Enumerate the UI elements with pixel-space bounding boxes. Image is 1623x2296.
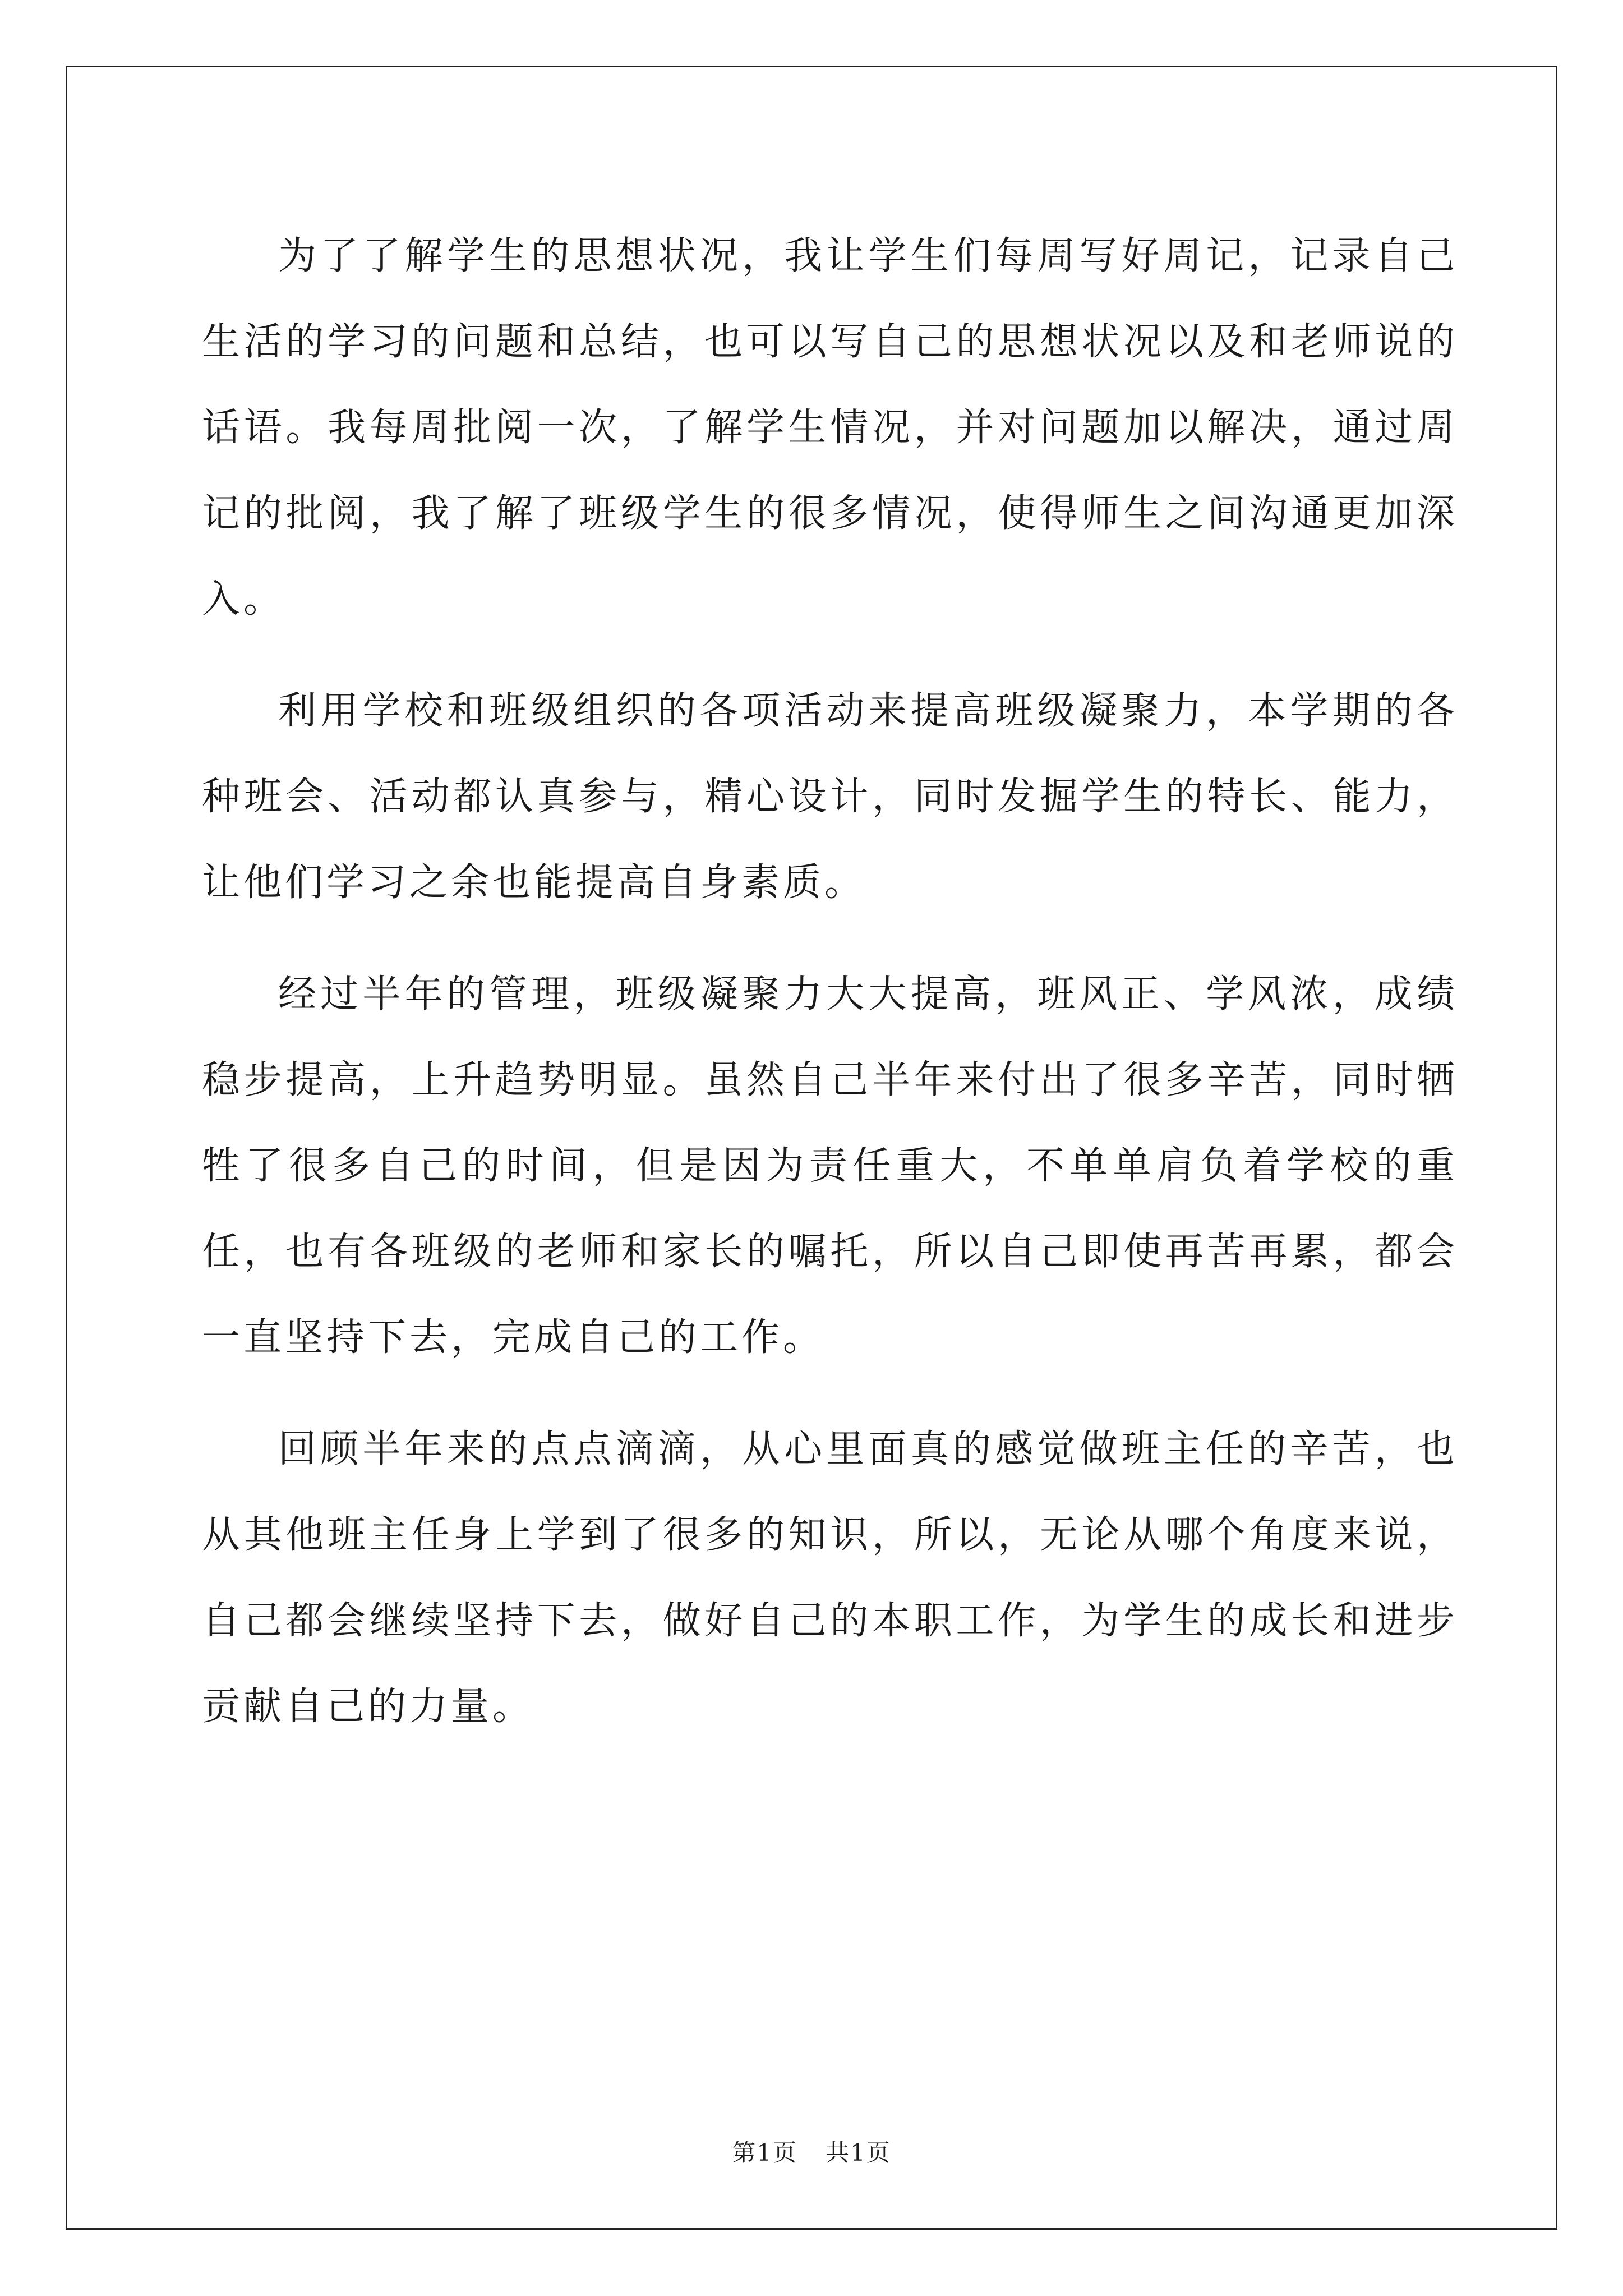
paragraph-2: 利用学校和班级组织的各项活动来提高班级凝聚力，本学期的各种班会、活动都认真参与，精心设计，同时发掘学生的特长、能力，让他们学习之余也能提高自身素质。 [202,689,1458,905]
page-number-current: 第1页 [732,2139,797,2166]
page-number-total: 共1页 [826,2139,891,2166]
page-footer [0,2136,1623,2170]
paragraph-4: 回顾半年来的点点滴滴，从心里面真的感觉做班主任的辛苦，也从其他班主任身上学到了很多的知识，所以，无论从哪个角度来说，自己都会继续坚持下去，做好自己的本职工作，为学生的成长和进步贡献自己的力量。 [202,1427,1458,1729]
paragraph-3: 经过半年的管理，班级凝聚力大大提高，班风正、学风浓，成绩稳步提高，上升趋势明显。虽然自己半年来付出了很多辛苦，同时牺牲了很多自己的时间，但是因为责任重大，不单单肩负着学校的重任，也有各班级的老师和家长的嘱托，所以自己即使再苦再累，都会一直坚持下去，完成自己的工作。 [202,972,1458,1360]
document-body [202,213,1458,1775]
paragraph-1: 为了了解学生的思想状况，我让学生们每周写好周记，记录自己生活的学习的问题和总结，也可以写自己的思想状况以及和老师说的话语。我每周批阅一次，了解学生情况，并对问题加以解决，通过周记的批阅，我了解了班级学生的很多情况，使得师生之间沟通更加深入。 [202,234,1458,622]
